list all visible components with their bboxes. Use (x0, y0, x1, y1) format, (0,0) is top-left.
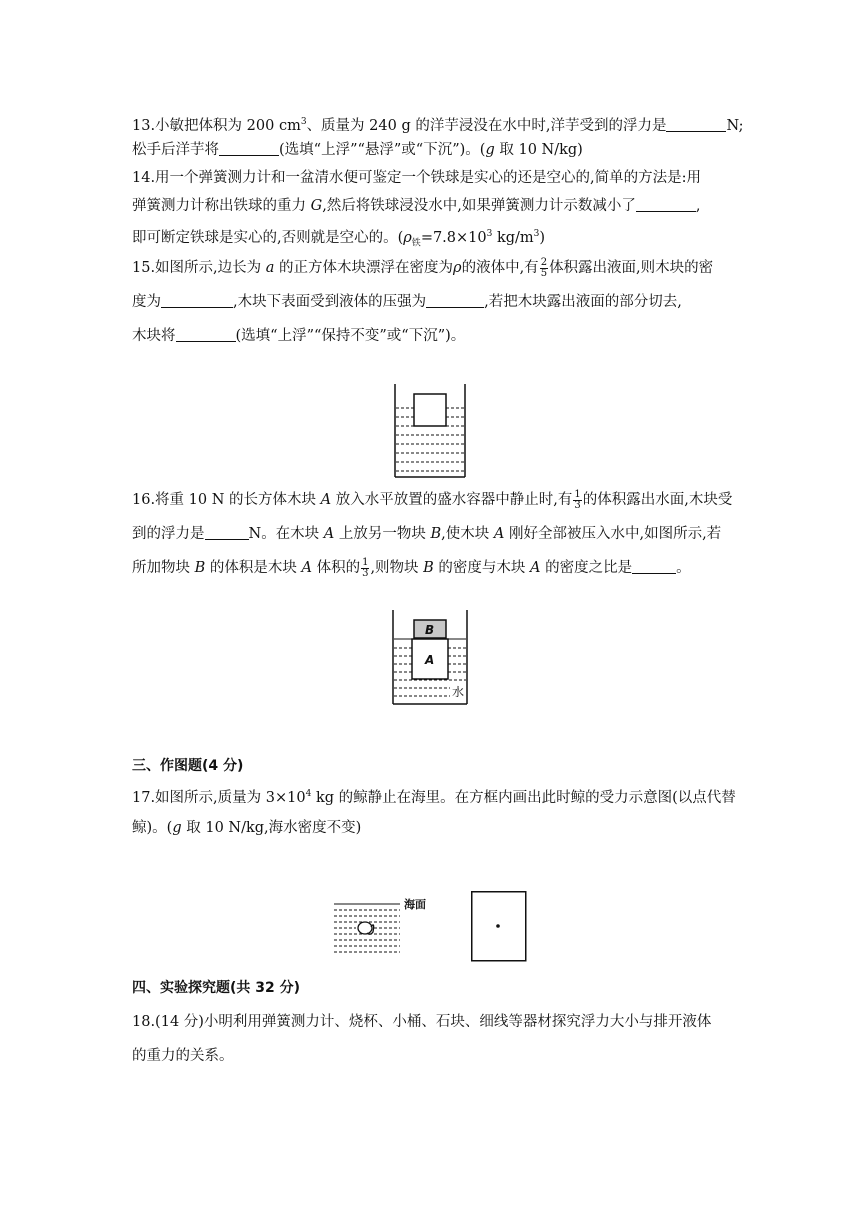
worksheet-page (132, 108, 744, 350)
q16-text: 所加物块 (132, 560, 195, 576)
q16-text: 的密度之比是 (540, 560, 633, 576)
q13-text: (选填“上浮”“悬浮”或“下沉”)。( (279, 142, 486, 158)
q14-line-2 (132, 192, 732, 220)
q16-text: 16.将重 10 N 的长方体木块 (132, 492, 321, 508)
q17-answer-box[interactable] (471, 891, 527, 962)
q13-text: 取 10 N/kg) (494, 142, 583, 158)
q16-var: A (493, 526, 505, 542)
q18-text: 18.(14 分)小明利用弹簧测力计、烧杯、小桶、石块、细线等器材探究浮力大小与排开液体 (132, 1014, 712, 1030)
q16-text: 的体积露出水面,木块受 (582, 492, 733, 508)
fraction: $\frac{1}{3}$ (574, 488, 581, 511)
worksheet-page-sec3 (132, 752, 736, 842)
q15-floating-block-figure (394, 384, 466, 478)
q16-text: 体积的 (311, 560, 361, 576)
q17-line-2 (132, 814, 732, 842)
q14-var: ρ (403, 229, 412, 246)
q16-var: A (301, 560, 312, 576)
q14-text: , (695, 198, 701, 214)
q16-text: ,则物块 (370, 560, 424, 576)
q16-text: 放入水平放置的盛水容器中静止时,有 (331, 492, 573, 508)
block-a-label: A (425, 653, 435, 667)
fraction: $\frac{2}{5}$ (540, 256, 548, 279)
q14-sup: 3 (533, 229, 540, 239)
q15-text: (选填“上浮”“保持不变”或“下沉”)。 (235, 328, 466, 344)
q17-sup: 4 (305, 789, 312, 799)
whale-point (496, 924, 500, 928)
q16-stacked-blocks-figure (392, 610, 468, 706)
answer-blank[interactable] (632, 558, 676, 574)
worksheet-page-sec4 (132, 974, 732, 1070)
q16-text: 上放另一物块 (334, 526, 431, 542)
q14-sub: 铁 (411, 238, 421, 249)
answer-blank[interactable] (205, 524, 249, 540)
q16-text: N。在木块 (248, 526, 324, 542)
answer-blank[interactable] (161, 292, 233, 308)
q16-var: B (194, 560, 206, 576)
q15-line-1 (132, 254, 732, 282)
q13-sup: 3 (300, 117, 307, 127)
q17-text: 取 10 N/kg,海水密度不变) (181, 820, 362, 836)
section-4-heading: 四、实验探究题(共 32 分) (132, 980, 301, 996)
q14-line-1 (132, 164, 732, 192)
q17-text: kg 的鲸静止在海里。在方框内画出此时鲸的受力示意图(以点代替 (311, 789, 736, 806)
q16-text: 刚好全部被压入水中,如图所示,若 (504, 526, 722, 542)
water-label: 水 (452, 685, 465, 699)
q15-text: ,若把木块露出液面的部分切去, (484, 294, 682, 310)
q15-text: 度为 (132, 294, 161, 310)
q13-text: N; (726, 117, 744, 134)
worksheet-page-q16 (132, 486, 732, 582)
q16-text: 的密度与木块 (433, 560, 531, 576)
q14-text: 14.用一个弹簧测力计和一盆清水便可鉴定一个铁球是实心的还是空心的,简单的方法是:用 (132, 170, 702, 186)
q17-line-1 (132, 780, 736, 808)
answer-blank[interactable] (219, 140, 279, 156)
q13-line-1 (132, 108, 744, 136)
q15-text: ,木块下表面受到液体的压强为 (233, 294, 427, 310)
q15-text: 体积露出液面,则木块的密 (549, 260, 714, 276)
q15-var: ρ (453, 260, 462, 276)
q15-text: 木块将 (132, 328, 176, 344)
q17-whale-figure (334, 894, 444, 956)
q15-var: a (265, 260, 275, 276)
q16-line-2 (132, 520, 732, 548)
q16-line-1 (132, 486, 732, 514)
q13-text: 松手后洋芋将 (132, 142, 219, 158)
q14-text: =7.8×10 (420, 229, 487, 246)
q14-sup: 3 (486, 229, 493, 239)
q14-line-3 (132, 220, 732, 248)
q16-text: 的体积是木块 (205, 560, 302, 576)
q18-text: 的重力的关系。 (132, 1048, 234, 1064)
q14-text: 弹簧测力计称出铁球的重力 (132, 198, 311, 214)
q15-text: 的正方体木块漂浮在密度为 (274, 260, 454, 276)
section-3-heading: 三、作图题(4 分) (132, 758, 244, 774)
q14-text: ) (539, 229, 546, 246)
fraction: $\frac{1}{3}$ (362, 556, 369, 579)
q16-var: B (430, 526, 442, 542)
answer-blank[interactable] (176, 326, 236, 342)
answer-blank[interactable] (636, 196, 696, 212)
q14-text: 即可断定铁球是实心的,否则就是空心的。( (132, 229, 404, 246)
q15-text: 15.如图所示,边长为 (132, 260, 266, 276)
q15-line-2 (132, 288, 732, 316)
q18-line-1 (132, 1008, 732, 1036)
block-b-label: B (425, 623, 435, 637)
sea-surface-label: 海面 (404, 898, 426, 911)
wooden-cube (414, 394, 446, 426)
q16-var: A (530, 560, 541, 576)
q16-var: A (320, 492, 332, 508)
answer-blank[interactable] (426, 292, 484, 308)
q13-text: 13.小敏把体积为 200 cm (132, 117, 301, 134)
q15-text: 的液体中,有 (461, 260, 539, 276)
answer-blank[interactable] (666, 116, 726, 132)
q16-var: B (423, 560, 434, 576)
q14-text: ,然后将铁球浸没水中,如果弹簧测力计示数减小了 (322, 198, 636, 214)
q16-line-3 (132, 554, 732, 582)
q14-var: G (310, 198, 323, 214)
q15-line-3 (132, 322, 732, 350)
q16-text: 到的浮力是 (132, 526, 205, 542)
q14-text: kg/m (492, 229, 534, 246)
q13-line-2 (132, 136, 732, 164)
q16-text: 。 (676, 560, 691, 576)
q16-text: ,使木块 (441, 526, 494, 542)
q17-text: 17.如图所示,质量为 3×10 (132, 789, 306, 806)
q13-text: 、质量为 240 g 的洋芋浸没在水中时,洋芋受到的浮力是 (306, 117, 667, 134)
q18-line-2 (132, 1042, 732, 1070)
q16-var: A (323, 526, 335, 542)
q17-text: 鲸)。( (132, 820, 173, 836)
whale-icon (358, 922, 374, 934)
q13-var: g (485, 142, 495, 158)
q17-var: g (172, 820, 182, 836)
